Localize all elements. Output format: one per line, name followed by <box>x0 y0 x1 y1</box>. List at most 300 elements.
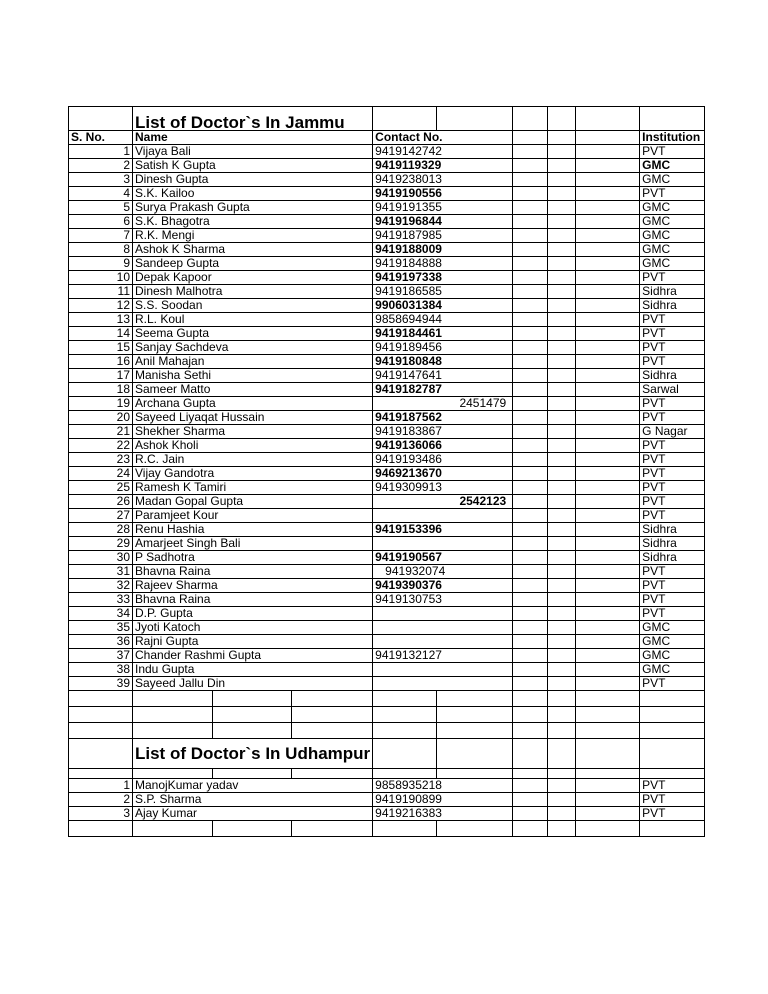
doctor-name: Dinesh Gupta <box>133 173 373 187</box>
empty-cell <box>513 691 548 707</box>
institution: Sidhra <box>640 537 705 551</box>
serial-number: 2 <box>69 793 133 807</box>
empty-cell <box>548 621 576 635</box>
empty-cell <box>513 145 548 159</box>
doctor-name: Sanjay Sachdeva <box>133 341 373 355</box>
empty-cell <box>513 481 548 495</box>
table-row <box>69 215 705 229</box>
institution: PVT <box>640 579 705 593</box>
empty-cell <box>548 635 576 649</box>
doctor-name: R.L. Koul <box>133 313 373 327</box>
empty-cell <box>513 173 548 187</box>
empty-cell <box>548 341 576 355</box>
empty-cell <box>576 481 640 495</box>
empty-cell <box>513 327 548 341</box>
serial-number: 16 <box>69 355 133 369</box>
empty-cell <box>576 635 640 649</box>
table-row <box>69 243 705 257</box>
institution: PVT <box>640 187 705 201</box>
doctor-name: S.P. Sharma <box>133 793 373 807</box>
serial-number: 1 <box>69 145 133 159</box>
empty-cell <box>212 723 292 739</box>
institution: PVT <box>640 313 705 327</box>
empty-cell <box>548 467 576 481</box>
empty-cell <box>513 131 548 145</box>
doctor-name: Paramjeet Kour <box>133 509 373 523</box>
doctor-name: S.K. Bhagotra <box>133 215 373 229</box>
doctor-list-sheet <box>68 106 705 837</box>
institution: PVT <box>640 593 705 607</box>
serial-number: 27 <box>69 509 133 523</box>
empty-cell <box>548 551 576 565</box>
table-row <box>69 593 705 607</box>
empty-cell <box>548 537 576 551</box>
empty-cell <box>513 257 548 271</box>
serial-number: 12 <box>69 299 133 313</box>
empty-cell <box>576 159 640 173</box>
doctor-name: S.S. Soodan <box>133 299 373 313</box>
serial-number: 6 <box>69 215 133 229</box>
empty-cell <box>548 663 576 677</box>
empty-cell <box>133 691 213 707</box>
serial-number: 14 <box>69 327 133 341</box>
empty-cell <box>576 551 640 565</box>
doctor-name: D.P. Gupta <box>133 607 373 621</box>
table-row <box>69 313 705 327</box>
empty-cell <box>576 131 640 145</box>
empty-cell <box>576 107 640 131</box>
institution-header: Institution <box>640 131 705 145</box>
empty-cell <box>576 187 640 201</box>
contact-number <box>373 509 513 523</box>
table-row <box>69 677 705 691</box>
contact-number: 9419153396 <box>373 523 513 537</box>
doctor-name: Bhavna Raina <box>133 593 373 607</box>
empty-cell <box>576 173 640 187</box>
empty-cell <box>548 201 576 215</box>
empty-cell <box>513 383 548 397</box>
empty-cell <box>548 107 576 131</box>
institution: PVT <box>640 495 705 509</box>
serial-number: 8 <box>69 243 133 257</box>
empty-cell <box>548 397 576 411</box>
empty-cell <box>513 453 548 467</box>
empty-cell <box>69 707 133 723</box>
serial-number: 35 <box>69 621 133 635</box>
empty-cell <box>548 453 576 467</box>
empty-cell <box>548 495 576 509</box>
doctor-name: P Sadhotra <box>133 551 373 565</box>
empty-cell <box>548 383 576 397</box>
empty-cell <box>576 779 640 793</box>
contact-number: 9419196844 <box>373 215 513 229</box>
doctor-name: Depak Kapoor <box>133 271 373 285</box>
table-row <box>69 663 705 677</box>
contact-number: 9419130753 <box>373 593 513 607</box>
empty-cell <box>548 285 576 299</box>
empty-cell <box>513 215 548 229</box>
empty-cell <box>548 131 576 145</box>
empty-cell <box>513 243 548 257</box>
empty-cell <box>576 439 640 453</box>
empty-row <box>69 707 705 723</box>
contact-number <box>373 635 513 649</box>
empty-cell <box>576 397 640 411</box>
table-row <box>69 579 705 593</box>
empty-cell <box>513 523 548 537</box>
serial-number: 37 <box>69 649 133 663</box>
doctor-name: Madan Gopal Gupta <box>133 495 373 509</box>
empty-cell <box>548 439 576 453</box>
empty-cell <box>513 369 548 383</box>
serial-number: 34 <box>69 607 133 621</box>
empty-cell <box>576 285 640 299</box>
empty-cell <box>576 425 640 439</box>
contact-number: 9419183867 <box>373 425 513 439</box>
table-row <box>69 481 705 495</box>
institution: PVT <box>640 453 705 467</box>
empty-cell <box>576 271 640 285</box>
empty-cell <box>513 159 548 173</box>
institution: GMC <box>640 173 705 187</box>
empty-cell <box>548 565 576 579</box>
empty-cell <box>513 769 548 779</box>
empty-cell <box>576 593 640 607</box>
empty-cell <box>548 509 576 523</box>
contact-number: 9419136066 <box>373 439 513 453</box>
serial-number: 9 <box>69 257 133 271</box>
empty-cell <box>292 707 373 723</box>
institution: PVT <box>640 355 705 369</box>
serial-number: 33 <box>69 593 133 607</box>
sno-header: S. No. <box>69 131 133 145</box>
empty-cell <box>576 355 640 369</box>
institution: PVT <box>640 327 705 341</box>
empty-cell <box>576 243 640 257</box>
empty-cell <box>548 257 576 271</box>
empty-cell <box>576 453 640 467</box>
institution: GMC <box>640 229 705 243</box>
contact-number: 9419238013 <box>373 173 513 187</box>
contact-header: Contact No. <box>373 131 513 145</box>
serial-number: 38 <box>69 663 133 677</box>
empty-cell <box>373 107 437 131</box>
contact-number: 9419216383 <box>373 807 513 821</box>
empty-cell <box>513 807 548 821</box>
empty-cell <box>513 821 548 837</box>
empty-cell <box>69 107 133 131</box>
empty-cell <box>548 593 576 607</box>
contact-number: 9419390376 <box>373 579 513 593</box>
name-header: Name <box>133 131 373 145</box>
serial-number: 2 <box>69 159 133 173</box>
table-row <box>69 299 705 313</box>
empty-cell <box>576 579 640 593</box>
serial-number: 30 <box>69 551 133 565</box>
serial-number: 18 <box>69 383 133 397</box>
table-row <box>69 509 705 523</box>
empty-cell <box>292 821 373 837</box>
table-row <box>69 369 705 383</box>
institution: Sidhra <box>640 369 705 383</box>
institution: PVT <box>640 677 705 691</box>
empty-cell <box>437 107 513 131</box>
empty-cell <box>292 723 373 739</box>
contact-number <box>373 607 513 621</box>
empty-cell <box>548 187 576 201</box>
contact-number: 9419132127 <box>373 649 513 663</box>
empty-cell <box>576 201 640 215</box>
empty-cell <box>548 411 576 425</box>
empty-cell <box>576 723 640 739</box>
serial-number: 3 <box>69 807 133 821</box>
empty-cell <box>513 663 548 677</box>
contact-number: 9419193486 <box>373 453 513 467</box>
empty-cell <box>548 607 576 621</box>
empty-cell <box>576 707 640 723</box>
doctor-name: S.K. Kailoo <box>133 187 373 201</box>
empty-cell <box>133 707 213 723</box>
empty-cell <box>640 723 705 739</box>
empty-cell <box>576 369 640 383</box>
institution: PVT <box>640 807 705 821</box>
serial-number: 11 <box>69 285 133 299</box>
doctor-name: Sameer Matto <box>133 383 373 397</box>
doctor-name: Dinesh Malhotra <box>133 285 373 299</box>
table-row <box>69 453 705 467</box>
contact-number: 9419197338 <box>373 271 513 285</box>
contact-number: 9419190567 <box>373 551 513 565</box>
empty-row <box>69 769 705 779</box>
doctor-name: ManojKumar yadav <box>133 779 373 793</box>
institution: PVT <box>640 779 705 793</box>
table-row <box>69 607 705 621</box>
empty-cell <box>437 769 513 779</box>
empty-cell <box>513 341 548 355</box>
serial-number: 32 <box>69 579 133 593</box>
table-row <box>69 793 705 807</box>
institution: PVT <box>640 271 705 285</box>
empty-cell <box>513 187 548 201</box>
empty-cell <box>292 691 373 707</box>
empty-cell <box>133 723 213 739</box>
contact-number: 2451479 <box>373 397 513 411</box>
doctor-name: Vijaya Bali <box>133 145 373 159</box>
empty-cell <box>69 691 133 707</box>
institution: PVT <box>640 439 705 453</box>
serial-number: 39 <box>69 677 133 691</box>
empty-cell <box>513 677 548 691</box>
doctor-name: Rajeev Sharma <box>133 579 373 593</box>
empty-cell <box>576 649 640 663</box>
empty-cell <box>548 355 576 369</box>
empty-cell <box>212 821 292 837</box>
table-row <box>69 229 705 243</box>
doctor-name: Surya Prakash Gupta <box>133 201 373 215</box>
serial-number: 17 <box>69 369 133 383</box>
doctor-name: Ashok Kholi <box>133 439 373 453</box>
empty-cell <box>548 327 576 341</box>
empty-cell <box>576 607 640 621</box>
empty-cell <box>576 215 640 229</box>
contact-number: 9419190556 <box>373 187 513 201</box>
doctor-name: Satish K Gupta <box>133 159 373 173</box>
empty-cell <box>513 551 548 565</box>
empty-cell <box>548 481 576 495</box>
institution: PVT <box>640 397 705 411</box>
doctor-name: Ramesh K Tamiri <box>133 481 373 495</box>
jammu-title-row <box>69 107 705 131</box>
udhampur-title: List of Doctor`s In Udhampur <box>133 739 373 769</box>
doctor-name: Indu Gupta <box>133 663 373 677</box>
institution: Sidhra <box>640 523 705 537</box>
empty-cell <box>576 677 640 691</box>
serial-number: 5 <box>69 201 133 215</box>
empty-cell <box>513 793 548 807</box>
doctor-name: Renu Hashia <box>133 523 373 537</box>
empty-cell <box>437 707 513 723</box>
empty-cell <box>548 649 576 663</box>
table-row <box>69 523 705 537</box>
empty-cell <box>513 411 548 425</box>
empty-cell <box>513 635 548 649</box>
contact-number: 9419188009 <box>373 243 513 257</box>
empty-cell <box>548 821 576 837</box>
contact-number: 9906031384 <box>373 299 513 313</box>
empty-cell <box>373 691 437 707</box>
empty-cell <box>513 649 548 663</box>
serial-number: 10 <box>69 271 133 285</box>
serial-number: 7 <box>69 229 133 243</box>
empty-cell <box>576 327 640 341</box>
empty-cell <box>576 739 640 769</box>
serial-number: 20 <box>69 411 133 425</box>
empty-cell <box>576 793 640 807</box>
serial-number: 3 <box>69 173 133 187</box>
contact-number <box>373 537 513 551</box>
table-row <box>69 621 705 635</box>
empty-cell <box>212 691 292 707</box>
institution: G Nagar <box>640 425 705 439</box>
empty-cell <box>373 707 437 723</box>
contact-number <box>373 677 513 691</box>
empty-cell <box>373 723 437 739</box>
institution: GMC <box>640 635 705 649</box>
serial-number: 4 <box>69 187 133 201</box>
contact-number <box>373 621 513 635</box>
doctor-name: Bhavna Raina <box>133 565 373 579</box>
empty-cell <box>576 509 640 523</box>
empty-cell <box>548 523 576 537</box>
empty-cell <box>640 739 705 769</box>
table-row <box>69 145 705 159</box>
contact-number: 9858694944 <box>373 313 513 327</box>
empty-cell <box>133 821 213 837</box>
empty-cell <box>69 769 133 779</box>
empty-cell <box>513 607 548 621</box>
serial-number: 22 <box>69 439 133 453</box>
table-row <box>69 383 705 397</box>
empty-cell <box>513 201 548 215</box>
empty-cell <box>212 707 292 723</box>
empty-cell <box>292 769 373 779</box>
institution: PVT <box>640 145 705 159</box>
empty-cell <box>548 779 576 793</box>
empty-cell <box>576 663 640 677</box>
institution: Sidhra <box>640 285 705 299</box>
empty-cell <box>548 369 576 383</box>
empty-cell <box>513 313 548 327</box>
empty-cell <box>576 565 640 579</box>
contact-number: 9419119329 <box>373 159 513 173</box>
doctor-name: Shekher Sharma <box>133 425 373 439</box>
contact-number: 9419186585 <box>373 285 513 299</box>
empty-cell <box>548 691 576 707</box>
doctor-name: Ashok K Sharma <box>133 243 373 257</box>
empty-cell <box>576 145 640 159</box>
institution: PVT <box>640 607 705 621</box>
table-row <box>69 537 705 551</box>
empty-cell <box>513 579 548 593</box>
serial-number: 24 <box>69 467 133 481</box>
institution: PVT <box>640 565 705 579</box>
udhampur-title-row <box>69 739 705 769</box>
empty-cell <box>513 739 548 769</box>
empty-cell <box>548 707 576 723</box>
serial-number: 36 <box>69 635 133 649</box>
empty-cell <box>513 707 548 723</box>
empty-cell <box>513 107 548 131</box>
empty-cell <box>576 495 640 509</box>
institution: GMC <box>640 201 705 215</box>
serial-number: 13 <box>69 313 133 327</box>
empty-cell <box>548 215 576 229</box>
empty-cell <box>548 769 576 779</box>
table-row <box>69 425 705 439</box>
institution: PVT <box>640 793 705 807</box>
institution: GMC <box>640 215 705 229</box>
empty-cell <box>576 383 640 397</box>
empty-cell <box>576 341 640 355</box>
empty-cell <box>576 467 640 481</box>
serial-number: 28 <box>69 523 133 537</box>
institution: PVT <box>640 481 705 495</box>
serial-number: 19 <box>69 397 133 411</box>
empty-cell <box>548 313 576 327</box>
institution: GMC <box>640 243 705 257</box>
header-row <box>69 131 705 145</box>
empty-row <box>69 691 705 707</box>
empty-cell <box>373 739 437 769</box>
empty-cell <box>548 299 576 313</box>
contact-number: 9419189456 <box>373 341 513 355</box>
table-row <box>69 635 705 649</box>
table-row <box>69 327 705 341</box>
doctor-name: R.C. Jain <box>133 453 373 467</box>
contact-number: 9419180848 <box>373 355 513 369</box>
empty-cell <box>212 769 292 779</box>
institution: Sidhra <box>640 299 705 313</box>
empty-cell <box>548 159 576 173</box>
empty-cell <box>548 739 576 769</box>
empty-cell <box>513 355 548 369</box>
doctor-name: Sayeed Jallu Din <box>133 677 373 691</box>
empty-cell <box>513 397 548 411</box>
contact-number: 2542123 <box>373 495 513 509</box>
empty-cell <box>513 537 548 551</box>
empty-cell <box>576 313 640 327</box>
institution: PVT <box>640 509 705 523</box>
